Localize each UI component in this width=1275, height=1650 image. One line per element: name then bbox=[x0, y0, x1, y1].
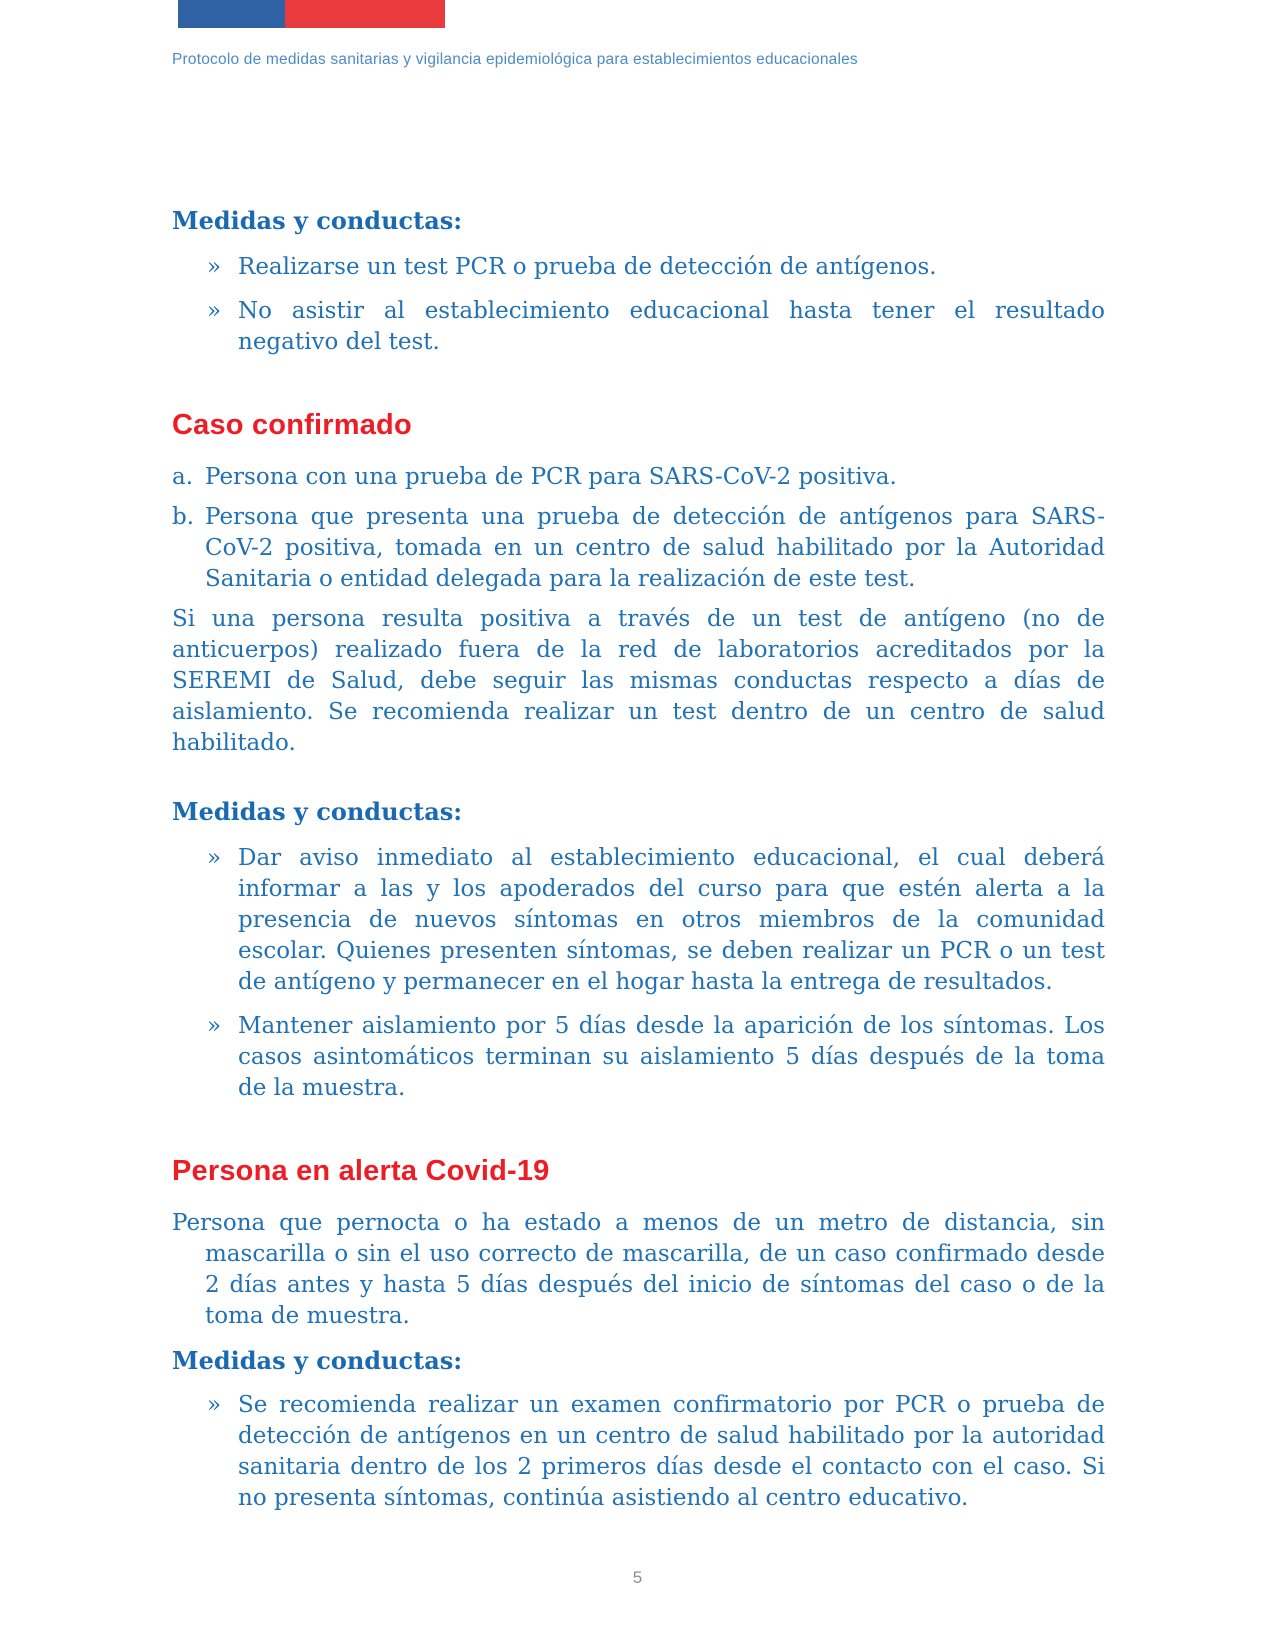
list-item bbox=[207, 1011, 1105, 1104]
letter-marker: b. bbox=[172, 504, 195, 530]
lettered-text: Persona con una prueba de PCR para SARS-CoV-2 positiva. bbox=[205, 464, 897, 490]
bullet-text: No asistir al establecimiento educacional hasta tener el resultado negativo del test. bbox=[238, 298, 1105, 355]
bullet-list-medidas-2 bbox=[172, 843, 1105, 1104]
section-heading-caso-confirmado: Caso confirmado bbox=[172, 409, 412, 441]
section-heading-persona-alerta-covid19: Persona en alerta Covid-19 bbox=[172, 1155, 550, 1187]
bullet-marker: » bbox=[207, 298, 222, 324]
bullet-text: Se recomienda realizar un examen confirmatorio por PCR o prueba de detección de antígenos en un centro de salud habilitado por la autoridad sanitaria dentro de los 2 primeros días desde el contacto con el caso. Si no presenta síntomas, continúa asistiendo al centro educativo. bbox=[238, 1392, 1105, 1511]
bullet-text: Mantener aislamiento por 5 días desde la aparición de los síntomas. Los casos asintomáticos terminan su aislamiento 5 días después de la toma de la muestra. bbox=[238, 1013, 1105, 1101]
subheading-medidas-conductas-3: Medidas y conductas: bbox=[172, 1346, 463, 1375]
bullet-list-medidas-3 bbox=[172, 1390, 1105, 1514]
page-number: 5 bbox=[632, 1568, 643, 1587]
lettered-list-caso-confirmado bbox=[172, 462, 1105, 595]
list-item bbox=[172, 462, 1105, 493]
list-item bbox=[172, 502, 1105, 595]
bullet-text: Dar aviso inmediato al establecimiento educacional, el cual deberá informar a las y los apoderados del curso para que estén alerta a la presencia de nuevos síntomas en otros miembros de la comunidad escolar. Quienes presenten síntomas, se deben realizar un PCR o un test de antígeno y permanecer en el hogar hasta la entrega de resultados. bbox=[238, 845, 1105, 995]
subheading-medidas-conductas-2: Medidas y conductas: bbox=[172, 797, 463, 826]
bullet-marker: » bbox=[207, 1392, 222, 1418]
bullet-marker: » bbox=[207, 254, 222, 280]
list-item bbox=[207, 843, 1105, 998]
bullet-text: Realizarse un test PCR o prueba de detección de antígenos. bbox=[238, 254, 937, 280]
bullet-marker: » bbox=[207, 845, 222, 871]
lettered-text: Persona que presenta una prueba de detección de antígenos para SARS-CoV-2 positiva, tomada en un centro de salud habilitado por la Autoridad Sanitaria o entidad delegada para la realización de este test. bbox=[205, 504, 1105, 592]
bullet-list-medidas-1 bbox=[172, 252, 1105, 358]
list-item bbox=[207, 296, 1105, 358]
running-header-title: Protocolo de medidas sanitarias y vigilancia epidemiológica para establecimientos educacionales bbox=[172, 51, 858, 68]
letter-marker: a. bbox=[172, 464, 194, 490]
paragraph-persona-alerta: Persona que pernocta o ha estado a menos de un metro de distancia, sin mascarilla o sin el uso correcto de mascarilla, de un caso confirmado desde 2 días antes y hasta 5 días después del inicio de síntomas del caso o de la toma de muestra. bbox=[172, 1210, 1105, 1329]
list-item bbox=[207, 1390, 1105, 1514]
list-item bbox=[207, 252, 1105, 283]
subheading-medidas-conductas-1: Medidas y conductas: bbox=[172, 206, 463, 235]
bullet-marker: » bbox=[207, 1013, 222, 1039]
paragraph-caso-confirmado: Si una persona resulta positiva a través de un test de antígeno (no de anticuerpos) realizado fuera de la red de laboratorios acreditados por la SEREMI de Salud, debe seguir las mismas conductas respecto a días de aislamiento. Se recomienda realizar un test dentro de un centro de salud habilitado. bbox=[172, 606, 1105, 756]
